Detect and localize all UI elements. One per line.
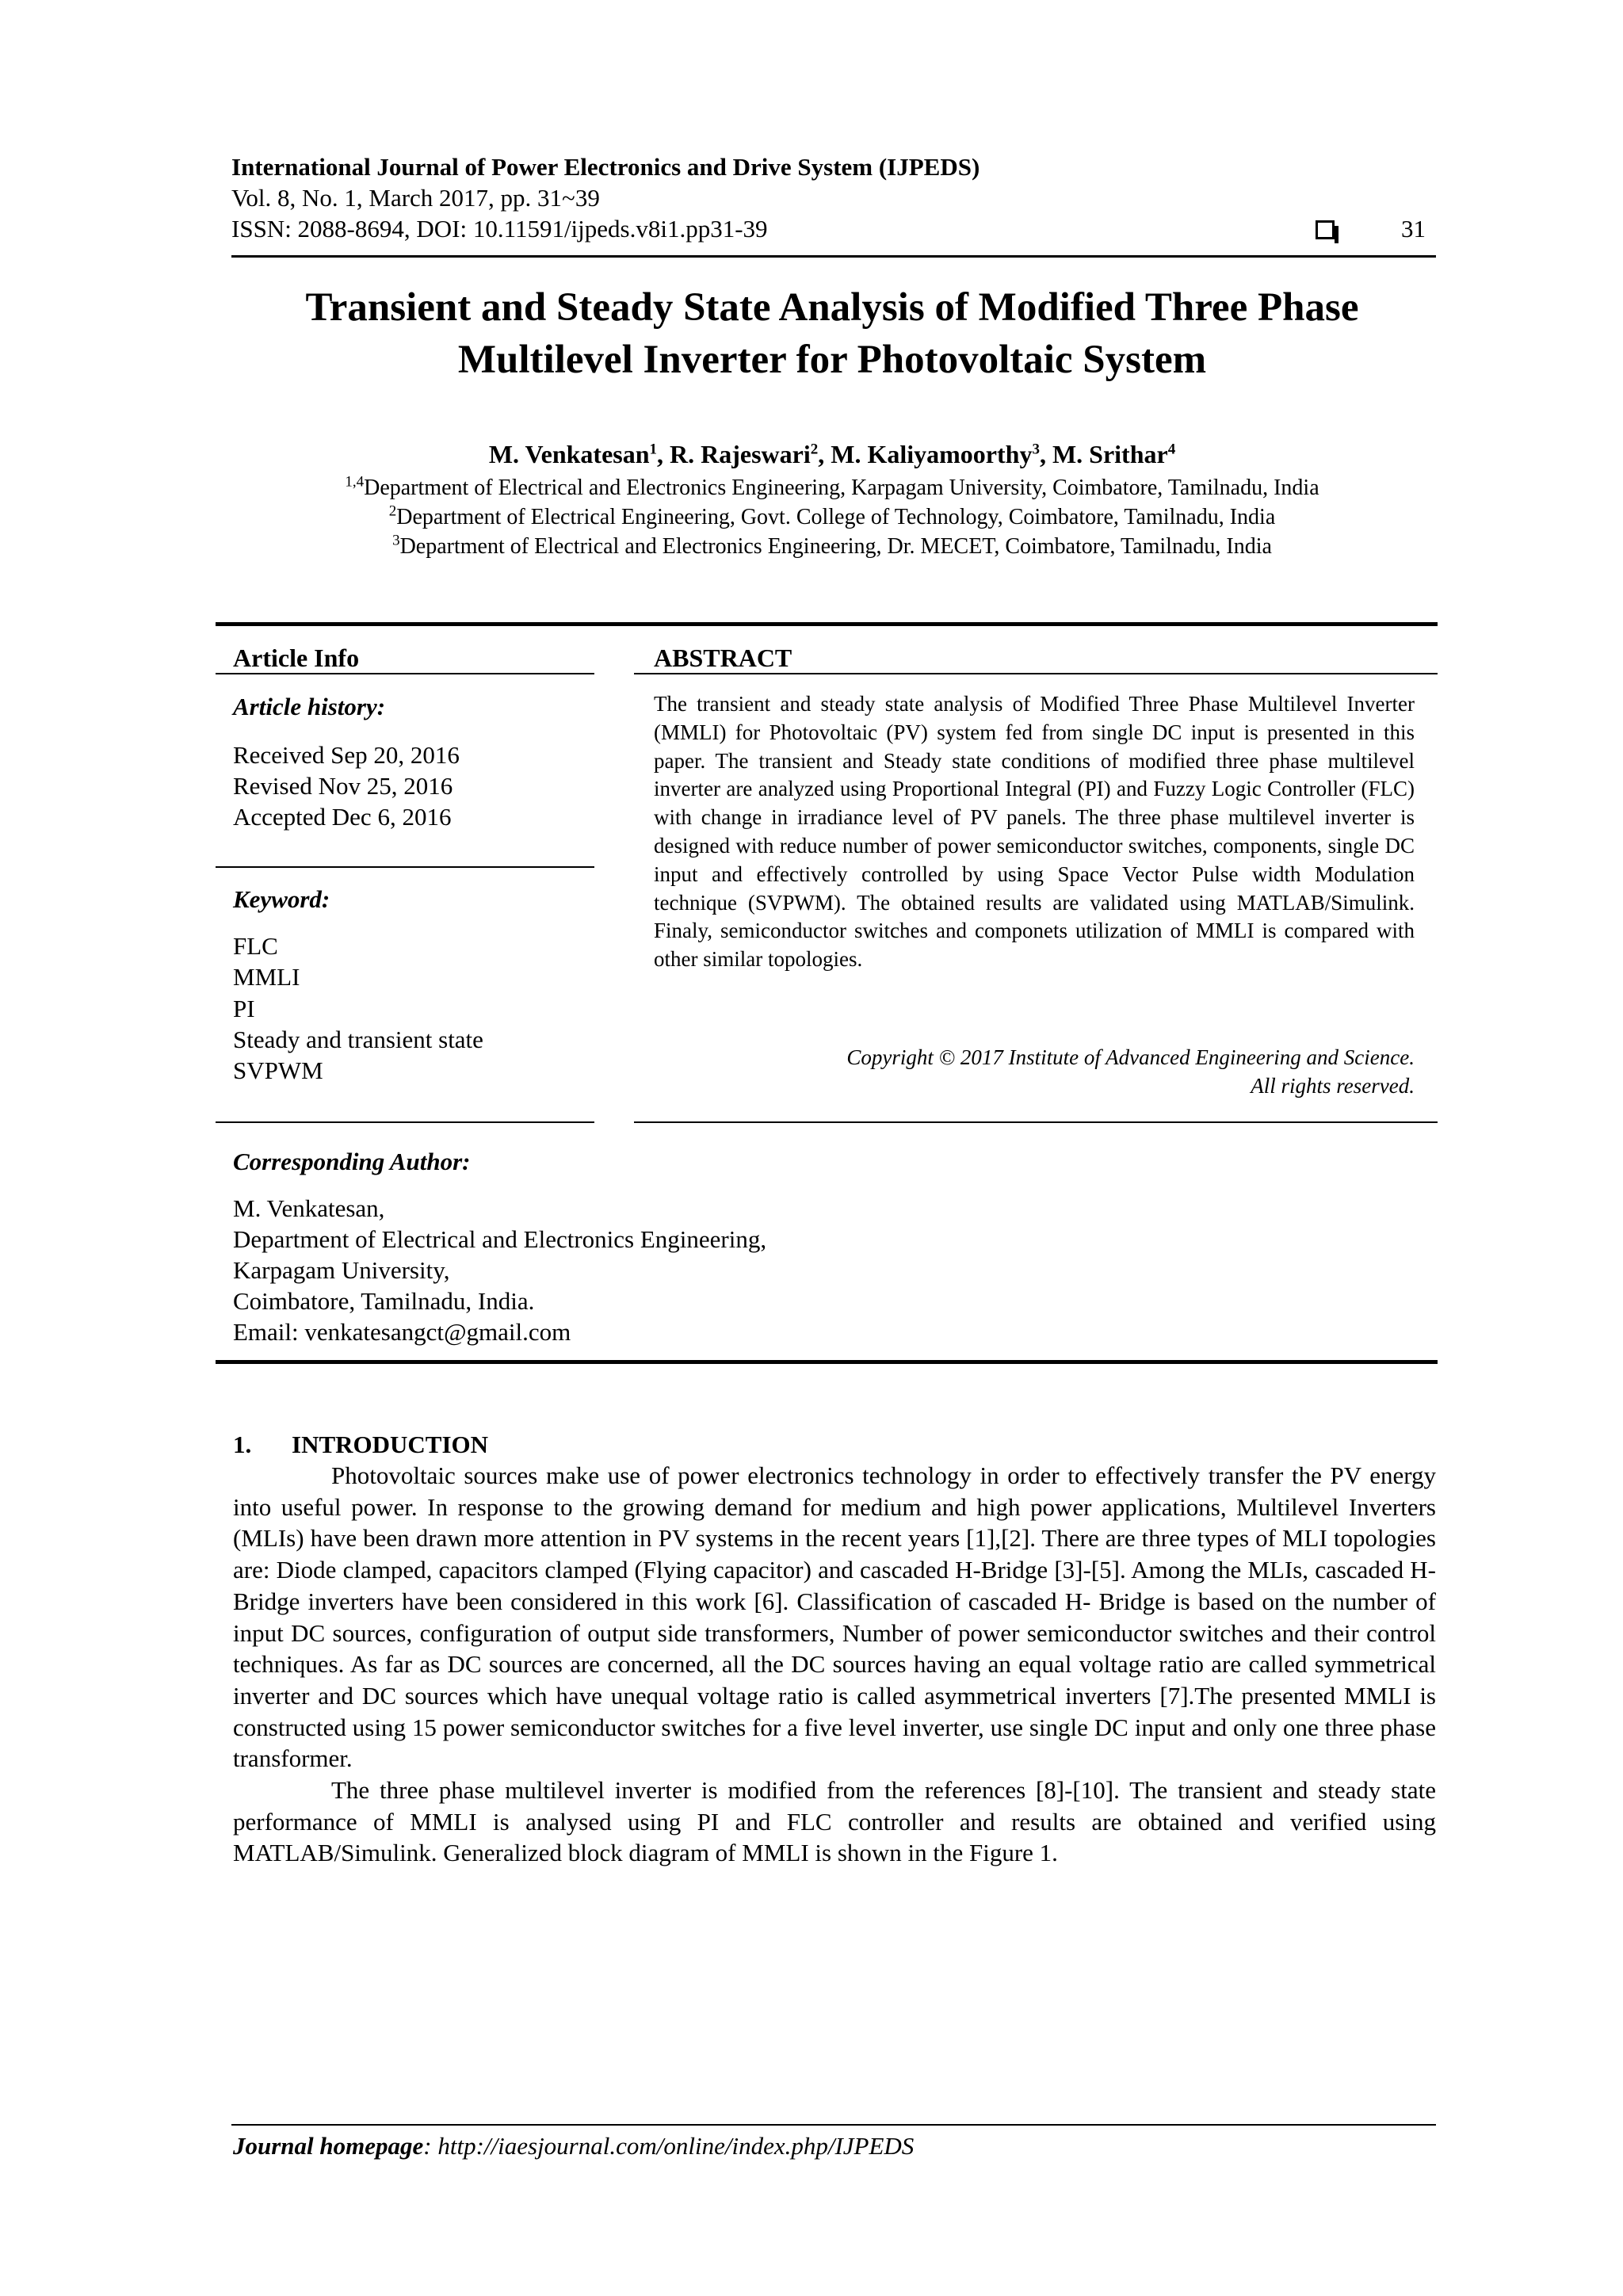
affiliation-sup: 3 — [392, 532, 400, 549]
introduction-body — [233, 1460, 1436, 1869]
info-heading-rule — [216, 673, 594, 674]
frame-top-rule — [216, 622, 1438, 626]
article-history-label: Article history: — [233, 693, 386, 720]
keyword-divider-rule — [216, 1121, 594, 1123]
abstract-text: The transient and steady state analysis of Modified Three Phase Multilevel Inverter (MMLI) for Photovoltaic (PV) system fed from single DC input is presented in this paper. The transient and Steady state conditions of modified three phase multilevel inverter are analyzed using Proportional Integral (PI) and Fuzzy Logic Controller (FLC) with change in irradiance level of PV panels. The three phase multilevel inverter is designed with reduce number of power semiconductor switches, components, single DC input and effectively controlled by using Space Vector Pulse width Modulation technique (SVPWM). The obtained results are validated using MATLAB/Simulink. Finaly, semiconductor switches and componets utilization of MMLI is compared with other similar topologies. — [654, 692, 1415, 972]
frame-bottom-rule — [216, 1360, 1438, 1364]
keyword-item: FLC — [233, 932, 278, 960]
author-list — [190, 440, 1474, 469]
corresponding-email: Email: venkatesangct@gmail.com — [233, 1318, 571, 1346]
page-number: 31 — [1401, 215, 1426, 243]
keyword-item: SVPWM — [233, 1056, 323, 1084]
abstract-heading: ABSTRACT — [654, 644, 792, 672]
author-separator: , — [657, 440, 670, 468]
section-title: INTRODUCTION — [292, 1431, 489, 1458]
homepage-url[interactable]: : http://iaesjournal.com/online/index.php/IJPEDS — [423, 2132, 915, 2160]
keyword-item: MMLI — [233, 963, 300, 991]
article-info-heading: Article Info — [233, 644, 360, 672]
keyword-item: Steady and transient state — [233, 1026, 483, 1053]
footer-rule — [231, 2124, 1436, 2126]
author-separator: , — [1039, 440, 1052, 468]
affiliation — [190, 534, 1474, 560]
corresponding-department: Department of Electrical and Electronics Engineering, — [233, 1225, 767, 1253]
affiliation-sup: 1,4 — [345, 473, 365, 491]
author-name: R. Rajeswari — [670, 440, 811, 468]
corresponding-university: Karpagam University, — [233, 1256, 450, 1284]
header-rule — [231, 255, 1436, 258]
author-name: M. Srithar — [1052, 440, 1168, 468]
history-revised: Revised Nov 25, 2016 — [233, 772, 453, 800]
square-bullet-icon — [1316, 220, 1335, 239]
author-sup: 3 — [1032, 441, 1040, 458]
paragraph: The three phase multilevel inverter is modified from the references [8]-[10]. The transient and steady state performance of MMLI is analysed using PI and FLC controller and results are obtained and verified using MATLAB/Simulink. Generalized block diagram of MMLI is shown in the Figure 1. — [233, 1776, 1436, 1867]
homepage-label: Journal homepage — [233, 2132, 424, 2160]
affiliation-text: Department of Electrical and Electronics Engineering, Karpagam University, Coimbatore, Tamilnadu, India — [364, 476, 1319, 500]
abstract-heading-rule — [634, 673, 1438, 674]
journal-volume: Vol. 8, No. 1, March 2017, pp. 31~39 — [231, 184, 600, 212]
corresponding-name: M. Venkatesan, — [233, 1194, 385, 1222]
affiliation — [190, 473, 1474, 501]
author-sup: 4 — [1167, 441, 1176, 458]
copyright-line-1: Copyright © 2017 Institute of Advanced Engineering and Science. — [846, 1045, 1415, 1069]
journal-name: International Journal of Power Electronics and Drive System (IJPEDS) — [231, 153, 980, 181]
paper-title — [190, 281, 1474, 386]
abstract-bottom-rule — [634, 1121, 1438, 1123]
paragraph: Photovoltaic sources make use of power electronics technology in order to effectively transfer the PV energy into useful power. In response to the growing demand for medium and high power applications, Multilevel Inverters (MLIs) have been drawn more attention in PV systems in the recent years [1],[2]. There are three types of MLI topologies are: Diode clamped, capacitors clamped (Flying capacitor) and cascaded H-Bridge [3]-[5]. Among the MLIs, cascaded H-Bridge inverters have been considered in this work [6]. Classification of cascaded H- Bridge is based on the number of input DC sources, configuration of output side transformers, Number of power semiconductor switches and their control techniques. As far as DC sources are concerned, all the DC sources having an equal voltage ratio are called symmetrical inverter and DC sources which have unequal voltage ratio is called asymmetrical inverters [7].The presented MMLI is constructed using 15 power semiconductor switches for a five level inverter, use single DC input and only one three phase transformer. — [233, 1461, 1436, 1773]
journal-homepage — [233, 2132, 914, 2160]
title-line-2: Multilevel Inverter for Photovoltaic System — [457, 338, 1207, 382]
affiliation-sup: 2 — [388, 502, 397, 520]
corresponding-location: Coimbatore, Tamilnadu, India. — [233, 1287, 535, 1315]
keyword-label: Keyword: — [233, 885, 330, 913]
introduction-heading — [233, 1431, 488, 1459]
corresponding-author-label: Corresponding Author: — [233, 1148, 471, 1175]
affiliation — [190, 502, 1474, 530]
copyright-line-2: All rights reserved. — [1251, 1074, 1415, 1098]
author-separator: , — [818, 440, 831, 468]
history-divider-rule — [216, 866, 594, 868]
affiliation-text: Department of Electrical Engineering, Govt. College of Technology, Coimbatore, Tamilnadu, India — [396, 505, 1276, 529]
affiliation-text: Department of Electrical and Electronics Engineering, Dr. MECET, Coimbatore, Tamilnadu, India — [399, 534, 1272, 559]
title-line-1: Transient and Steady State Analysis of Modified Three Phase — [305, 285, 1359, 330]
journal-issn: ISSN: 2088-8694, DOI: 10.11591/ijpeds.v8i1.pp31-39 — [231, 215, 768, 243]
author-name: M. Kaliyamoorthy — [831, 440, 1033, 468]
keyword-item: PI — [233, 995, 255, 1022]
history-accepted: Accepted Dec 6, 2016 — [233, 803, 452, 831]
author-sup: 2 — [810, 441, 819, 458]
section-number: 1. — [233, 1431, 252, 1458]
author-sup: 1 — [649, 441, 658, 458]
history-received: Received Sep 20, 2016 — [233, 741, 460, 769]
author-name: M. Venkatesan — [488, 440, 650, 468]
